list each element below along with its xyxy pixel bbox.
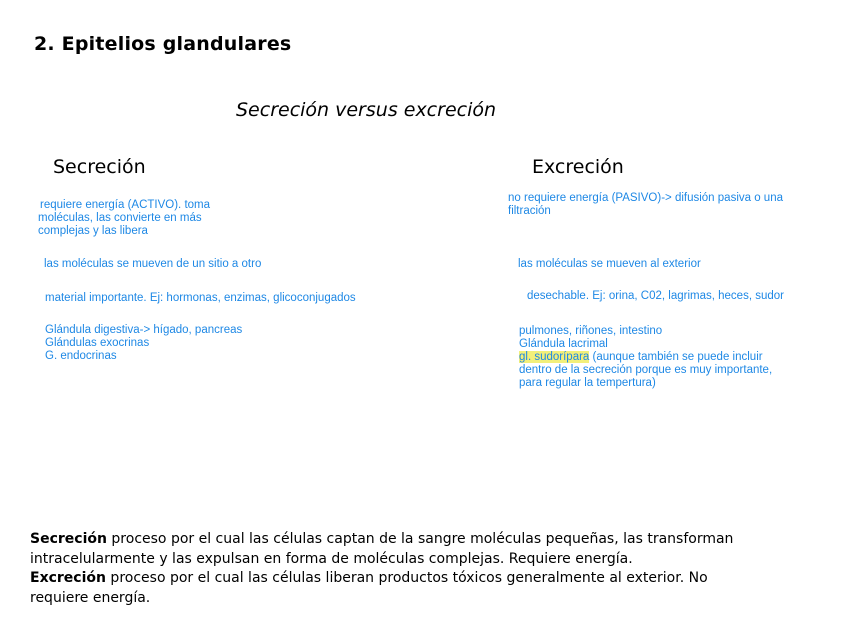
note-line: G. endocrinas: [45, 350, 117, 362]
note-line: [519, 351, 772, 364]
secrecion-glands-note: [45, 324, 242, 363]
highlighted-term: gl. sudorípara: [519, 351, 590, 363]
excrecion-energy-note: [508, 192, 783, 218]
note-line: complejas y las libera: [38, 225, 148, 237]
definition-text: proceso por el cual las células captan de la sangre moléculas pequeñas, las transforman: [106, 531, 734, 547]
definition-text: proceso por el cual las células liberan productos tóxicos generalmente al exterior. No: [105, 570, 708, 586]
secrecion-movement-note: las moléculas se mueven de un sitio a otro: [44, 258, 262, 270]
secrecion-heading: Secreción: [53, 156, 146, 178]
note-line: dentro de la secreción porque es muy importante,: [519, 364, 773, 376]
excrecion-heading: Excreción: [532, 156, 624, 178]
note-line: requiere energía (ACTIVO). toma: [40, 199, 211, 211]
note-line: moléculas, las convierte en más: [38, 212, 202, 224]
definition-text-line: requiere energía.: [30, 589, 151, 606]
section-title-text: Epitelios glandulares: [61, 33, 292, 55]
excrecion-material-note: desechable. Ej: orina, C02, lagrimas, heces, sudor: [527, 290, 784, 302]
definitions-block: [30, 530, 830, 608]
definition-text-line: intracelularmente y las expulsan en forma de moléculas complejas. Requiere energía.: [30, 550, 633, 567]
secrecion-material-note: material importante. Ej: hormonas, enzimas, glicoconjugados: [45, 292, 356, 304]
note-line: para regular la tempertura): [519, 377, 656, 389]
note-line: Glándula lacrimal: [519, 338, 608, 350]
slide-subtitle: Secreción versus excreción: [236, 99, 497, 121]
definition-secrecion: [30, 530, 830, 550]
note-line: Glándulas exocrinas: [45, 337, 150, 349]
note-line: pulmones, riñones, intestino: [519, 325, 663, 337]
section-number: 2.: [34, 33, 55, 55]
secrecion-energy-note: [38, 199, 210, 238]
note-line: no requiere energía (PASIVO)-> difusión pasiva o una: [508, 192, 783, 204]
excrecion-organs-note: [519, 325, 772, 390]
definition-term: Secreción: [30, 531, 107, 547]
excrecion-movement-note: las moléculas se mueven al exterior: [518, 258, 701, 270]
definition-term: Excreción: [30, 570, 106, 586]
note-text: (aunque también se puede incluir: [589, 351, 763, 363]
section-title: [34, 33, 291, 55]
note-line: Glándula digestiva-> hígado, pancreas: [45, 324, 243, 336]
note-line: filtración: [508, 205, 551, 217]
definition-excrecion: [30, 569, 830, 589]
